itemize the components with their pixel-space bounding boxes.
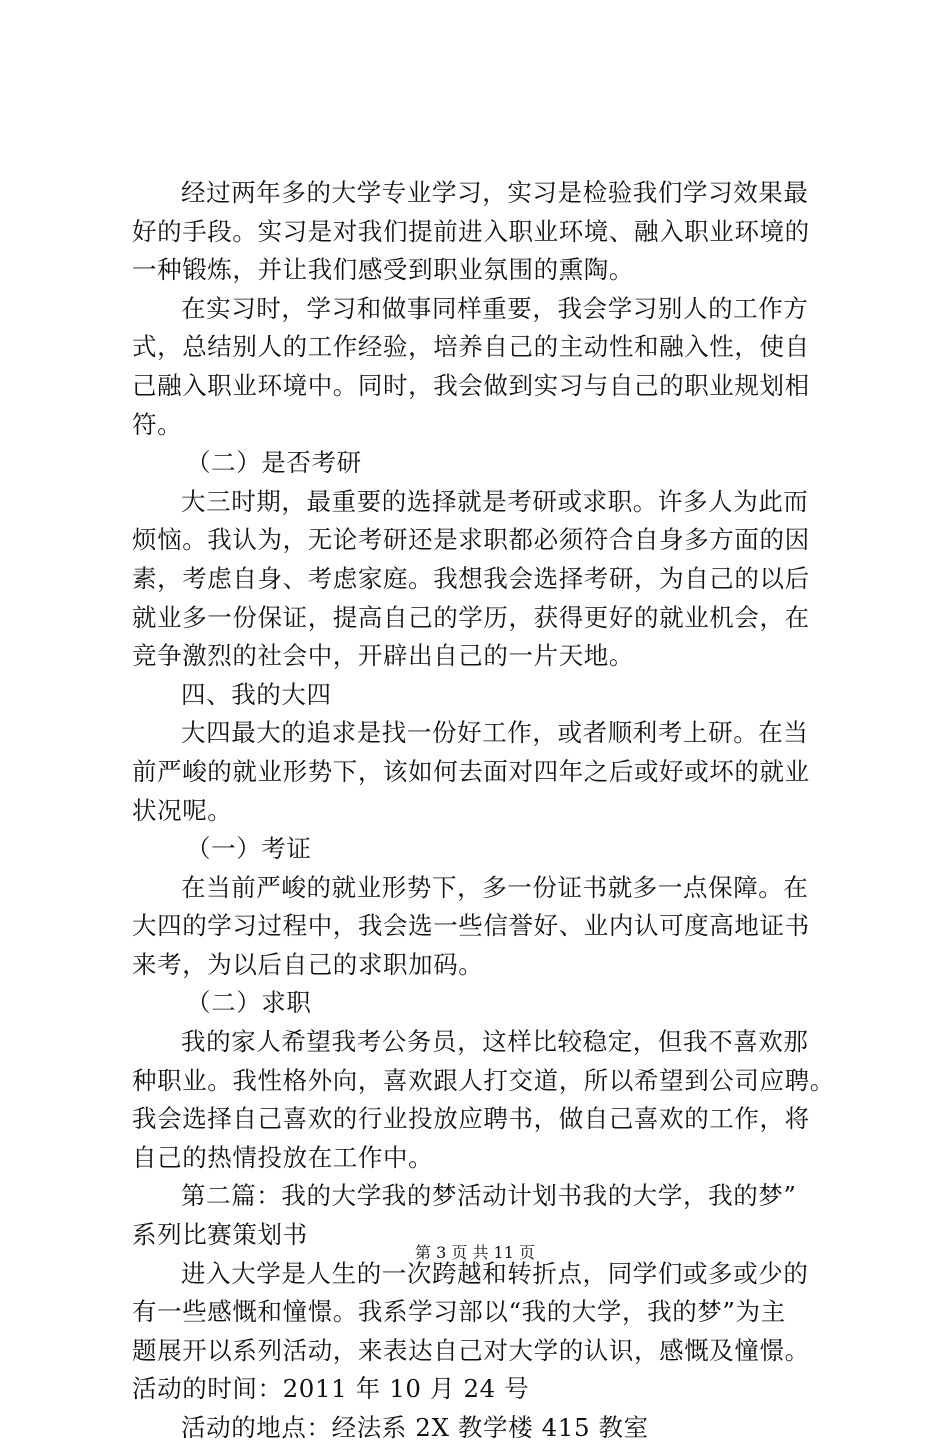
paragraph-line: 在实习时，学习和做事同样重要，我会学习别人的工作方 bbox=[181, 293, 809, 323]
paragraph-line: 状况呢。 bbox=[132, 795, 233, 825]
paragraph-line: 经过两年多的大学专业学习，实习是检验我们学习效果最 bbox=[181, 178, 809, 207]
section-heading: 四、我的大四 bbox=[181, 679, 332, 709]
paragraph-line: 式，总结别人的工作经验，培养自己的主动性和融入性，使自 bbox=[132, 332, 810, 362]
paragraph-line: 大四最大的追求是找一份好工作，或者顺利考上研。在当 bbox=[181, 718, 809, 748]
paragraph-line: 我的家人希望我考公务员，这样比较稳定，但我不喜欢那 bbox=[181, 1027, 809, 1057]
paragraph-line: 进入大学是人生的一次跨越和转折点，同学们或多或少的 bbox=[181, 1258, 809, 1288]
paragraph-line: 有一些感慨和憧憬。我系学习部以“我的大学，我的梦”为主 bbox=[132, 1297, 786, 1327]
section-heading: （二）是否考研 bbox=[186, 448, 362, 478]
section-heading: 第二篇：我的大学我的梦活动计划书我的大学，我的梦” bbox=[181, 1181, 797, 1211]
section-heading: （二）求职 bbox=[186, 988, 312, 1018]
paragraph-line: 竞争激烈的社会中，开辟出自己的一片天地。 bbox=[132, 641, 634, 671]
paragraph-line: 题展开以系列活动，来表达自己对大学的认识，感慨及憧憬。 bbox=[132, 1335, 810, 1365]
paragraph-line: 大三时期，最重要的选择就是考研或求职。许多人为此而 bbox=[181, 486, 809, 516]
paragraph-line: 自己的热情投放在工作中。 bbox=[132, 1142, 434, 1172]
paragraph-line: 就业多一份保证，提高自己的学历，获得更好的就业机会，在 bbox=[132, 602, 810, 632]
paragraph-line: 在当前严峻的就业形势下，多一份证书就多一点保障。在 bbox=[181, 872, 809, 902]
paragraph-line: 种职业。我性格外向，喜欢跟人打交道，所以希望到公司应聘。 bbox=[132, 1065, 835, 1095]
page-number-footer: 第 3 页 共 11 页 bbox=[415, 1243, 535, 1262]
paragraph-line: 己融入职业环境中。同时，我会做到实习与自己的职业规划相 bbox=[132, 370, 810, 400]
paragraph-line: 素，考虑自身、考虑家庭。我想我会选择考研，为自己的以后 bbox=[132, 563, 810, 593]
paragraph-line: 来考，为以后自己的求职加码。 bbox=[132, 949, 484, 979]
paragraph-line: 活动的地点：经法系 2X 教学楼 415 教室 bbox=[181, 1413, 649, 1442]
paragraph-line: 我会选择自己喜欢的行业投放应聘书，做自己喜欢的工作，将 bbox=[132, 1104, 810, 1134]
paragraph-line: 大四的学习过程中，我会选一些信誉好、业内认可度高地证书 bbox=[132, 911, 810, 941]
paragraph-line: 前严峻的就业形势下，该如何去面对四年之后或好或坏的就业 bbox=[132, 756, 810, 786]
paragraph-line: 符。 bbox=[132, 409, 183, 439]
paragraph-line: 一种锻炼，并让我们感受到职业氛围的熏陶。 bbox=[132, 255, 634, 285]
paragraph-line: 好的手段。实习是对我们提前进入职业环境、融入职业环境的 bbox=[132, 216, 810, 246]
paragraph-line: 活动的时间：2011 年 10 月 24 号 bbox=[132, 1374, 530, 1404]
section-heading: 系列比赛策划书 bbox=[132, 1220, 308, 1250]
section-heading: （一）考证 bbox=[186, 834, 312, 864]
paragraph-line: 烦恼。我认为，无论考研还是求职都必须符合自身多方面的因 bbox=[132, 525, 810, 555]
